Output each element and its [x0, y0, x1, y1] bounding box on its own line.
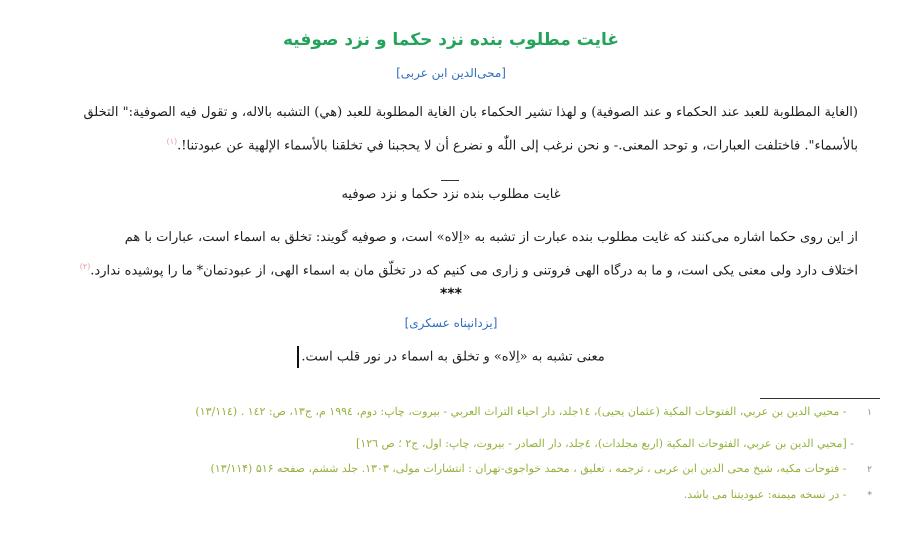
arabic-paragraph [38, 98, 858, 160]
footnote-number: * [867, 491, 872, 501]
author-tag: [محی‌الدین ابن عربی] [396, 66, 506, 80]
section-divider [441, 180, 459, 181]
footnote-text: - در نسخه میمنه: عبودیتنا می باشد. [683, 488, 847, 501]
section-subtitle: غایت مطلوب بنده نزد حکما و نزد صوفیه [341, 187, 561, 202]
footnote-rule [760, 398, 880, 399]
footnote-1-alt [44, 437, 854, 450]
page-title: غایت مطلوب بنده نزد حکما و نزد صوفیه [282, 30, 620, 50]
footnote-text: - فتوحات مکیه، شیخ محی الدین ابن عربی ، ترجمه ، تعلیق ، محمد خواجوی-تهران : انتشارات مولی، ۱۳۰۳. جلد ششم، صفحه ۵۱۶ (۱۳/۱۱۴) [210, 462, 847, 475]
persian-paragraph [38, 223, 858, 285]
footnote-number: ۲ [867, 465, 872, 475]
footnote-text: - [محيي الدين بن عربي، الفتوحات المكية (اربع مجلدات)، ٤جلد، دار الصادر - بيروت، چاپ: اول، ج٢ ؛ ص ١٢٦] [355, 437, 854, 450]
footnote-ref-1[interactable]: (۱) [166, 137, 178, 146]
persian-line-1: از این روی حکما اشاره می‌کنند که غایت مطلوب بنده عبارت از تشبه به «اِلاه» است، و صوفیه گویند: تخلق به اسماء است، عبارات با هم [124, 230, 858, 245]
footnote-number: ۱ [867, 408, 872, 418]
persian-line-2-text: اختلاف دارد ولی معنی یکی است، و ما به درگاه الهی فروتنی و زاری می کنیم که در تخلّق مان به اسماء الهی، از عبودتمان* ما را پوشیده ندارد. [90, 263, 858, 279]
footnote-text: - محيي الدين بن عربي، الفتوحات المكية (عثمان يحيى)، ١٤جلد، دار احياء التراث العربي - بيروت، چاپ: دوم، ١٩٩٤ م، ج١٣، ص: ١٤٢ . (١٣/١١٤) [195, 405, 847, 418]
separator-stars: *** [440, 286, 462, 302]
persian-line-2 [38, 252, 858, 285]
arabic-line-1: (الغاية المطلوبة للعبد عند الحكماء و عند الصوفية) و لهذا تشير الحكماء بان الغاية المطلوبة للعبد (هي) التشبه بالاله، و تقول فيه الصوفية:" التخلق [83, 105, 858, 120]
closing-line[interactable] [0, 346, 902, 368]
footnote-star [62, 488, 872, 501]
text-cursor [297, 346, 299, 368]
footnote-ref-2[interactable]: (۲) [79, 262, 91, 271]
translator-tag: [یزدانپناه عسکری] [404, 316, 498, 330]
closing-text: معنی تشبه به «اِلاه» و تخلق به اسماء در نور قلب است. [301, 349, 605, 365]
arabic-line-2-text: بالأسماء". فاختلفت العبارات، و توحد المعنى.- و نحن نرغب إلى اللّٰه و نضرع أن لا يحجبنا في تخلقنا بالأسماء الإلهية عن عبودتنا!. [177, 138, 858, 154]
footnote-1 [62, 405, 872, 418]
arabic-line-2 [38, 127, 858, 160]
footnote-2 [62, 462, 872, 475]
